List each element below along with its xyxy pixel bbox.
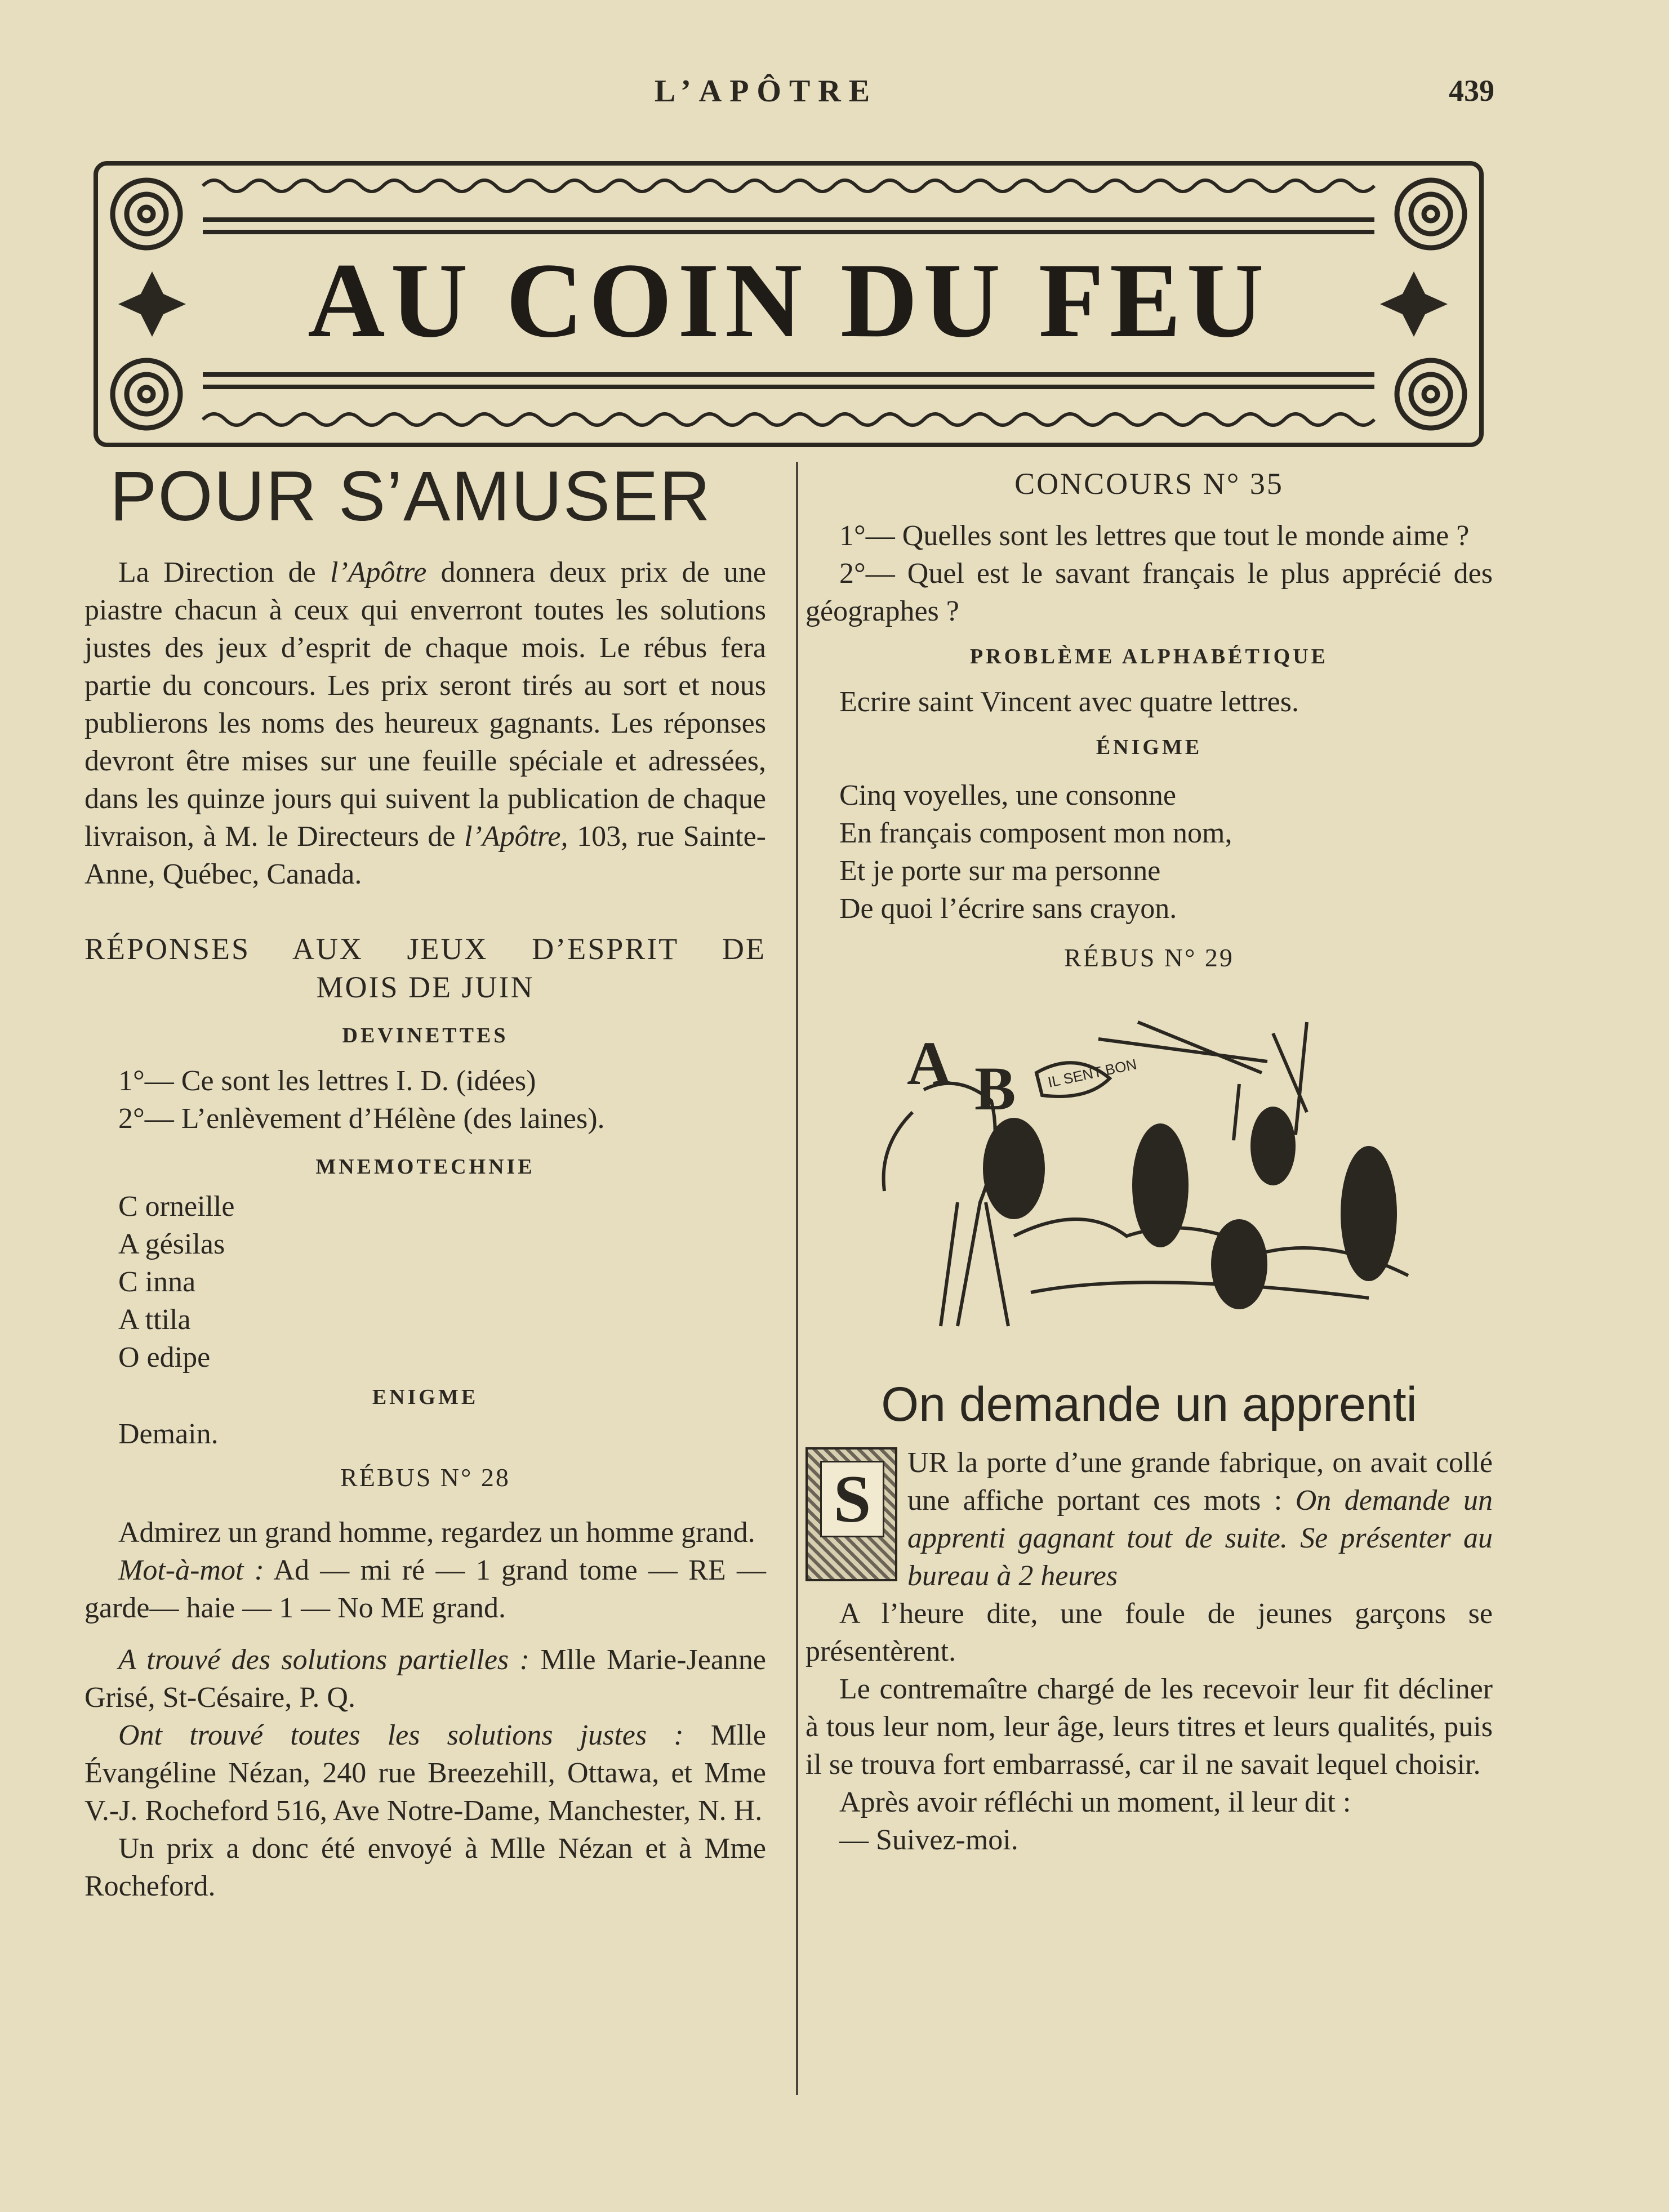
enigme-verse-line: De quoi l’écrire sans crayon. [839, 893, 1177, 925]
story-poster-text: On demande un apprenti gagnant tout de suite. Se présenter au bureau à 2 heures [907, 1484, 1493, 1592]
left-column [84, 456, 766, 1905]
story-paragraph-2: A l’heure dite, une foule de jeunes garçons se présentèrent. [805, 1598, 1493, 1667]
rules-text-2: donnera deux prix de une piastre chacun à ceux qui enverront toutes les solutions justes des jeux d’esprit de chaque mois. Le rébus fera partie du concours. Les prix seront tirés au sort et nous publierons les noms des heureux gagnants. Les réponses devront être mises sur une feuille spéciale et adressées, dans les quinze jours qui suivent la publication de chaque livraison, à M. le Directeurs de [84, 556, 767, 853]
story-paragraph-1-text: UR la porte d’une grande fabrique, on avait collé une affiche portant ces mots : [907, 1447, 1493, 1517]
enigme-verse-line: En français composent mon nom, [839, 817, 1232, 849]
prize-announcement: Un prix a donc été envoyé à Mlle Nézan et à Mme Rocheford. [84, 1832, 766, 1902]
decorated-dropcap [805, 1447, 897, 1581]
enigme-verse-line: Cinq voyelles, une consonne [839, 779, 1176, 811]
enigme-verse-line: Et je porte sur ma personne [839, 855, 1161, 887]
mnemo-line: C inna [118, 1266, 196, 1298]
story-paragraph-1 [805, 1444, 1493, 1595]
devinettes-heading: DEVINETTES [342, 1024, 509, 1047]
mnemo-line: A ttila [118, 1304, 191, 1336]
answers-heading-line-1: RÉPONSES AUX JEUX D’ESPRIT DE [84, 932, 766, 966]
rules-magazine-name-1: l’Apôtre [330, 556, 427, 588]
mnemo-line: A gésilas [118, 1228, 225, 1260]
section-title: POUR S’AMUSER [110, 457, 711, 536]
partial-solvers [84, 1641, 766, 1716]
answers-heading-line-2: MOIS DE JUIN [316, 970, 535, 1004]
alphabet-problem-text: Ecrire saint Vincent avec quatre lettres. [839, 686, 1299, 718]
story-body [805, 1444, 1493, 1859]
dropcap-letter: S [820, 1461, 884, 1537]
running-title: L’APÔTRE [654, 74, 878, 109]
contest-rules-paragraph [84, 554, 766, 893]
right-column [805, 456, 1493, 1859]
page-number: 439 [1449, 74, 1494, 108]
contest-question-1: 1°— Quelles sont les lettres que tout le monde aime ? [839, 520, 1470, 552]
banner-title: AU COIN DU FEU [308, 242, 1270, 360]
full-solvers-names: Mlle Évangéline Nézan, 240 rue Breezehill, Ottawa, et Mme V.-J. Rocheford 516, Ave Notre-Dame, Manchester, N. H. [84, 1719, 766, 1827]
devinette-answer-1: 1°— Ce sont les lettres I. D. (idées) [118, 1065, 536, 1097]
enigme-answer-heading: ENIGME [372, 1385, 479, 1409]
rebus-29-illustration [845, 1000, 1453, 1360]
rules-text-1: La Direction de [118, 556, 330, 588]
partial-solvers-label: A trouvé des solutions partielles : [118, 1644, 529, 1676]
rat-silhouettes [983, 1107, 1397, 1309]
full-solvers [84, 1716, 766, 1830]
rebus-letter-b: B [974, 1054, 1016, 1123]
story-paragraph-4: Après avoir réfléchi un moment, il leur dit : [839, 1786, 1351, 1818]
rebus-drawing [845, 1000, 1453, 1360]
rules-text-3: 103, rue Sainte-Anne, Québec, Canada. [84, 820, 766, 890]
contest-heading: CONCOURS N° 35 [1014, 467, 1284, 501]
rebus-28-answer: Admirez un grand homme, regardez un homme grand. [118, 1517, 755, 1549]
alphabet-problem-heading: PROBLÈME ALPHABÉTIQUE [969, 645, 1329, 668]
enigme-answer: Demain. [118, 1418, 219, 1450]
mnemotechnie-heading: MNEMOTECHNIE [315, 1155, 535, 1179]
column-divider [796, 462, 798, 2095]
rebus-28-heading: RÉBUS N° 28 [340, 1463, 510, 1492]
word-by-word-text: Ad — mi ré — 1 grand tome — RE — garde— haie — 1 — No ME grand. [84, 1554, 767, 1624]
contest-question-2: 2°— Quel est le savant français le plus apprécié des géographes ? [805, 558, 1493, 627]
story-paragraph-3: Le contremaître chargé de les recevoir leur fit décliner à tous leur nom, leur âge, leurs titres et leurs qualités, puis il se trouva fort embarrassé, car il ne savait lequel choisir. [805, 1673, 1493, 1781]
section-banner [84, 152, 1493, 456]
rebus-29-heading: RÉBUS N° 29 [1064, 943, 1234, 972]
story-paragraph-5: — Suivez-moi. [839, 1824, 1018, 1856]
rebus-banner-text: IL SENT BON [1046, 1055, 1138, 1091]
rules-magazine-name-2: l’Apôtre, [464, 820, 568, 853]
partial-solvers-names: Mlle Marie-Jeanne Grisé, St-Césaire, P. Q. [84, 1644, 767, 1714]
full-solvers-label: Ont trouvé toutes les solutions justes : [118, 1719, 684, 1751]
story-title: On demande un apprenti [881, 1377, 1417, 1431]
word-by-word-label: Mot-à-mot : [118, 1554, 265, 1586]
enigme-heading: ÉNIGME [1096, 735, 1203, 759]
mnemo-line: C orneille [118, 1190, 235, 1223]
rebus-28-word-by-word [84, 1551, 766, 1627]
mnemo-line: O edipe [118, 1341, 211, 1373]
rebus-letter-a: A [907, 1029, 952, 1098]
devinette-answer-2: 2°— L’enlèvement d’Hélène (des laines). [118, 1103, 605, 1135]
running-header [0, 73, 1669, 118]
